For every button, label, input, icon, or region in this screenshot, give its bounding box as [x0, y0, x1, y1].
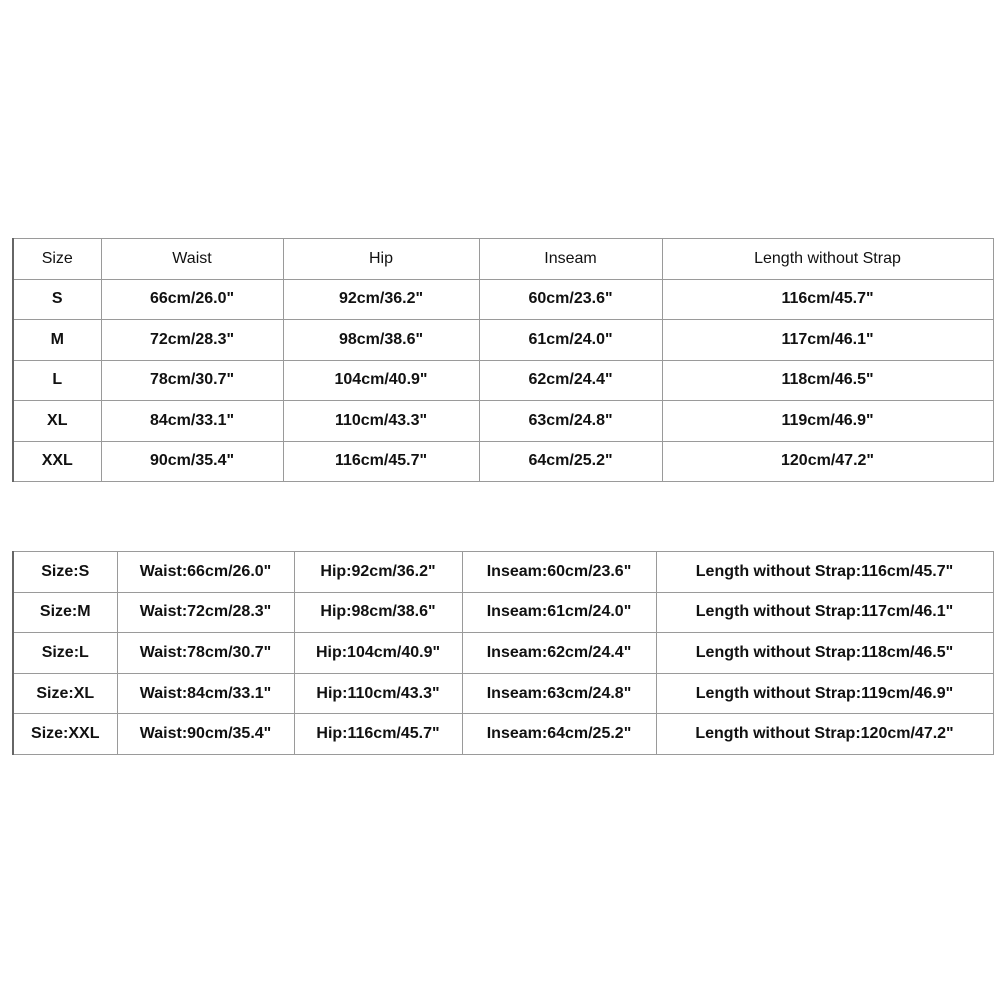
table-cell: Hip:110cm/43.3" [294, 673, 462, 714]
table-cell: Hip:98cm/38.6" [294, 592, 462, 633]
table-row [13, 633, 993, 674]
table-cell: L [13, 360, 101, 401]
table-cell: 63cm/24.8" [479, 401, 662, 442]
column-header: Inseam [479, 239, 662, 280]
table-cell: 92cm/36.2" [283, 279, 479, 320]
column-header: Hip [283, 239, 479, 280]
size-chart-table [12, 238, 994, 482]
table-cell: S [13, 279, 101, 320]
table-cell: 84cm/33.1" [101, 401, 283, 442]
size-chart-labeled-table [12, 551, 994, 755]
table-cell: 116cm/45.7" [283, 441, 479, 482]
table-cell: 110cm/43.3" [283, 401, 479, 442]
table-cell: Hip:116cm/45.7" [294, 714, 462, 755]
table-cell: Size:XL [13, 673, 117, 714]
table-cell: Length without Strap:117cm/46.1" [656, 592, 993, 633]
table-cell: 98cm/38.6" [283, 320, 479, 361]
table-cell: 66cm/26.0" [101, 279, 283, 320]
table-cell: 104cm/40.9" [283, 360, 479, 401]
table-row [13, 552, 993, 593]
table-cell: 116cm/45.7" [662, 279, 993, 320]
table-cell: 62cm/24.4" [479, 360, 662, 401]
header-row [13, 239, 993, 280]
table-cell: Length without Strap:119cm/46.9" [656, 673, 993, 714]
table-cell: Inseam:63cm/24.8" [462, 673, 656, 714]
table-cell: 90cm/35.4" [101, 441, 283, 482]
table-row [13, 673, 993, 714]
table-row [13, 401, 993, 442]
table-cell: 60cm/23.6" [479, 279, 662, 320]
table-cell: 64cm/25.2" [479, 441, 662, 482]
table-cell: Length without Strap:118cm/46.5" [656, 633, 993, 674]
table-row [13, 441, 993, 482]
table-cell: 118cm/46.5" [662, 360, 993, 401]
table-cell: 117cm/46.1" [662, 320, 993, 361]
table-cell: Inseam:62cm/24.4" [462, 633, 656, 674]
table-row [13, 714, 993, 755]
table-row [13, 360, 993, 401]
table-cell: Size:M [13, 592, 117, 633]
table-cell: Waist:66cm/26.0" [117, 552, 294, 593]
table-cell: M [13, 320, 101, 361]
column-header: Size [13, 239, 101, 280]
table-cell: Inseam:60cm/23.6" [462, 552, 656, 593]
table-cell: 78cm/30.7" [101, 360, 283, 401]
column-header: Length without Strap [662, 239, 993, 280]
table-cell: Size:XXL [13, 714, 117, 755]
column-header: Waist [101, 239, 283, 280]
table-cell: 119cm/46.9" [662, 401, 993, 442]
table-cell: Waist:78cm/30.7" [117, 633, 294, 674]
table-cell: Length without Strap:120cm/47.2" [656, 714, 993, 755]
table-row [13, 279, 993, 320]
table-cell: Size:L [13, 633, 117, 674]
table-cell: Hip:104cm/40.9" [294, 633, 462, 674]
table-cell: 72cm/28.3" [101, 320, 283, 361]
table-cell: Hip:92cm/36.2" [294, 552, 462, 593]
table-cell: XL [13, 401, 101, 442]
table-cell: Size:S [13, 552, 117, 593]
table-row [13, 320, 993, 361]
table-cell: XXL [13, 441, 101, 482]
table-cell: Length without Strap:116cm/45.7" [656, 552, 993, 593]
table-cell: Inseam:64cm/25.2" [462, 714, 656, 755]
table-cell: 120cm/47.2" [662, 441, 993, 482]
table-cell: Inseam:61cm/24.0" [462, 592, 656, 633]
table-cell: Waist:72cm/28.3" [117, 592, 294, 633]
table-row [13, 592, 993, 633]
table-cell: Waist:84cm/33.1" [117, 673, 294, 714]
table-cell: 61cm/24.0" [479, 320, 662, 361]
table-cell: Waist:90cm/35.4" [117, 714, 294, 755]
